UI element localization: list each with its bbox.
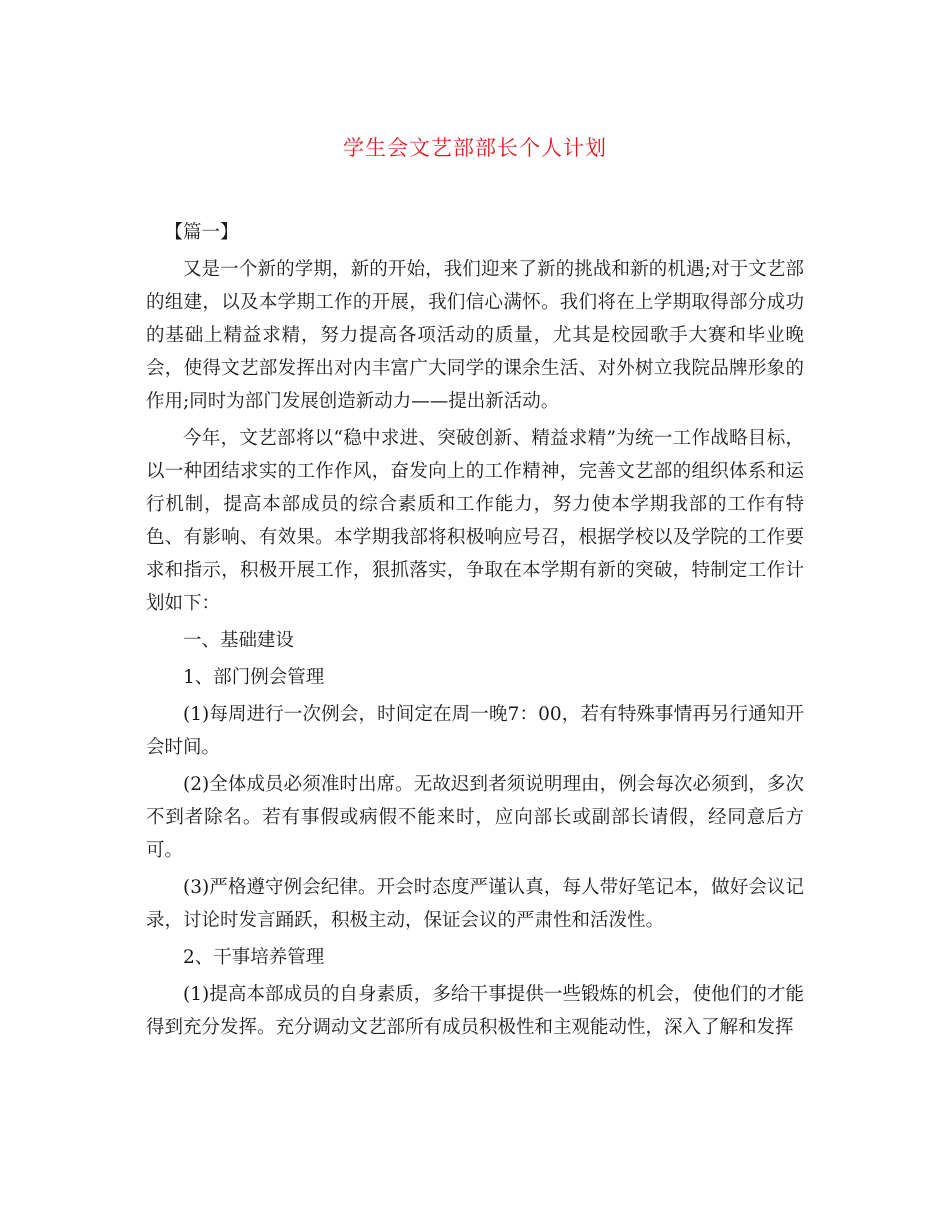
paragraph: 又是一个新的学期，新的开始，我们迎来了新的挑战和新的机遇;对于文艺部的组建，以及本学期工作的开展，我们信心满怀。我们将在上学期取得部分成功的基础上精益求精，努力提高各项活动的质量，尤其是校园歌手大赛和毕业晚会，使得文艺部发挥出对内丰富广大同学的课余生活、对外树立我院品牌形象的作用;同时为部门发展创造新动力——提出新活动。: [146, 259, 804, 412]
list-item: (3)严格遵守例会纪律。开会时态度严谨认真，每人带好笔记本，做好会议记录，讨论时发言踊跃，积极主动，保证会议的严肃性和活泼性。: [146, 877, 804, 931]
section-label: 【篇一】: [164, 222, 239, 243]
subsection-heading: 2、干事培养管理: [183, 947, 325, 968]
subsection-heading: 1、部门例会管理: [183, 667, 325, 688]
list-item: (2)全体成员必须准时出席。无故迟到者须说明理由，例会每次必须到，多次不到者除名。若有事假或病假不能来时，应向部长或副部长请假，经同意后方可。: [146, 774, 804, 861]
list-item: (1)提高本部成员的自身素质，多给干事提供一些锻炼的机会，使他们的才能得到充分发挥。充分调动文艺部所有成员积极性和主观能动性，深入了解和发挥: [146, 984, 804, 1038]
paragraph: 今年，文艺部将以“稳中求进、突破创新、精益求精”为统一工作战略目标，以一种团结求实的工作作风，奋发向上的工作精神，完善文艺部的组织体系和运行机制，提高本部成员的综合素质和工作能力，努力使本学期我部的工作有特色、有影响、有效果。本学期我部将积极响应号召，根据学校以及学院的工作要求和指示，积极开展工作，狠抓落实，争取在本学期有新的突破，特制定工作计划如下：: [146, 428, 804, 614]
section-heading: 一、基础建设: [183, 630, 295, 651]
page-title: 学生会文艺部部长个人计划: [343, 136, 607, 160]
list-item: (1)每周进行一次例会，时间定在周一晚7：00，若有特殊事情再另行通知开会时间。: [146, 704, 804, 758]
document-body: [146, 216, 804, 1048]
